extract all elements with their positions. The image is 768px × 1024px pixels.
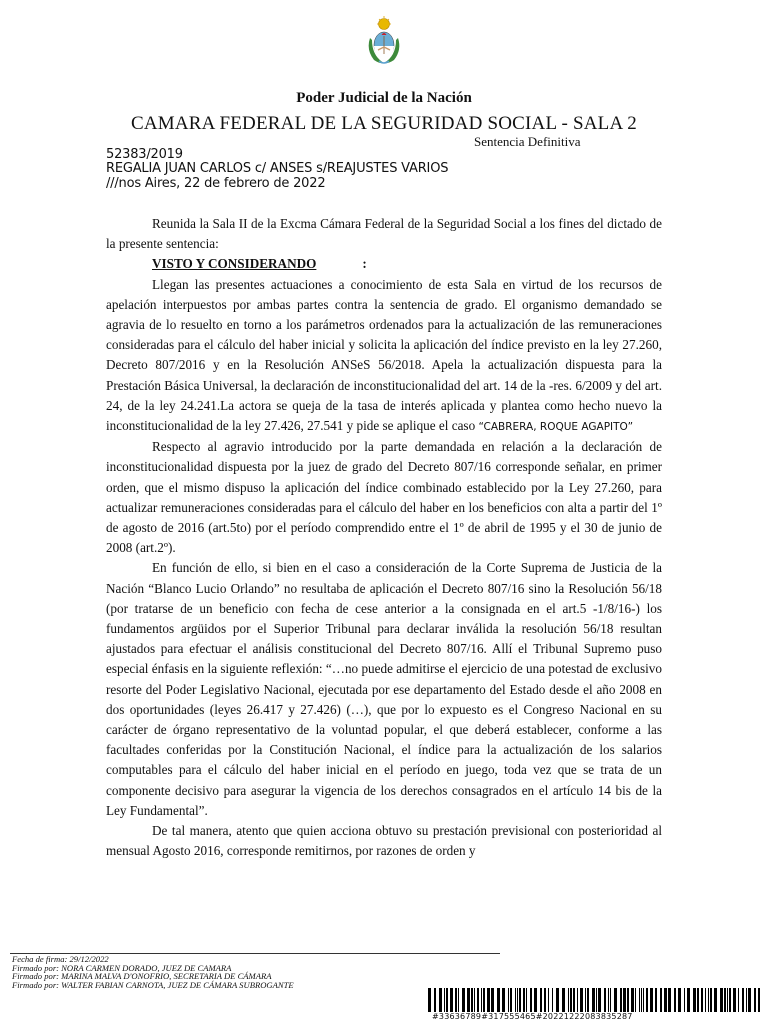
barcode-bar [664,988,667,1012]
barcode-bar [577,988,578,1012]
barcode-bar [481,988,482,1012]
heading-text: VISTO Y CONSIDERANDO [152,256,317,272]
barcode-bar [568,988,569,1012]
barcode-bar [620,988,622,1012]
heading-colon: : [362,256,367,272]
barcode-bar [650,988,653,1012]
barcode-bar [573,988,575,1012]
signature-block [12,955,294,989]
barcode-bar [604,988,606,1012]
barcode-bar [608,988,609,1012]
barcode-bar [727,988,728,1012]
barcode-bar [523,988,525,1012]
barcode-bar [641,988,642,1012]
barcode-bar [477,988,479,1012]
barcode-bar [592,988,595,1012]
barcode-bar [552,988,553,1012]
barcode-bar [596,988,597,1012]
barcode-number: #33636789#317555465#20221222083835287 [432,1012,633,1021]
barcode-bar [610,988,611,1012]
barcode-bar [758,988,760,1012]
case-parties: REGALIA JUAN CARLOS c/ ANSES s/REAJUSTES VARIOS [106,161,449,176]
barcode-bar [439,988,442,1012]
barcode-bar [684,988,685,1012]
barcode-bar [444,988,445,1012]
document-body [106,214,662,862]
barcode-bar [631,988,634,1012]
barcode-bar [502,988,505,1012]
barcode-bar [548,988,549,1012]
barcode-bar [570,988,572,1012]
barcode-bar [729,988,731,1012]
barcode-bar [428,988,431,1012]
barcode-bar [458,988,459,1012]
barcode-bar [639,988,640,1012]
paragraph-1 [106,275,662,438]
barcode-bar [510,988,512,1012]
barcode-bar [467,988,470,1012]
barcode-bar [748,988,751,1012]
barcode-bar [720,988,723,1012]
barcode-bar [708,988,709,1012]
barcode-bar [742,988,744,1012]
paragraph-3: En función de ello, si bien en el caso a consideración de la Corte Suprema de Justicia de la Nación “Blanco Lucio Orlando” no resultaba de aplicación el Decreto 807/16 sino la Resolución 56/18 (por tratarse de un beneficio con fecha de cese anterior a la consignada en el art.5 -1/8/16-) los fundamentos argüidos por el Superior Tribunal para declarar inválida la resolución 56/18 resultan ajustados para efectuar el análisis constitucional del Decreto 807/16. Allí el Tribunal Supremo puso especial énfasis en la siguiente reflexión: “…no puede admitirse el ejercicio de una potestad de exclusivo resorte del Poder Legislativo Nacional, ejecutada por ese departamento del Estado desde el año 2008 en dos oportunidades (leyes 26.417 y 27.426) (…), que por lo expuesto es el Congreso Nacional en su carácter de órgano representativo de la voluntad popular, el que deberá establecer, conforme a las facultades conferidas por la Constitución Nacional, el índice para la actualización de los salarios computables para el cálculo del haber inicial en el período en juego, toda vez que se trata de un componente decisivo para asegurar la vigencia de los derechos consagrados en el artículo 14 bis de la Ley Fundamental”. [106,560,662,818]
cited-case: “CABRERA, ROQUE AGAPITO” [478,421,634,434]
barcode-bar [635,988,636,1012]
paragraph-2: Respecto al agravio introducido por la parte demandada en relación a la declaración de inconstitucionalidad dispuesta por la juez de grado del Decreto 807/16 corresponde señalar, en primer orden, que el mismo dispuso la aplicación del índice combinado establecido por la Ley 27.260, para actualizar remuneraciones consideradas para el cálculo del haber en los beneficios con alta a partir del 1º de agosto de 2016 (art.5to) por el período comprendido entre el 1º de abril de 1995 y el 30 de junio de 2008 (art.2º). [106,439,662,556]
signer-2: Firmado por: MARINA MALVA D'ONOFRIO, SECRETARIA DE CÁMARA [12,971,272,982]
barcode-bar [697,988,699,1012]
barcode-bar [587,988,589,1012]
barcode-bar [693,988,696,1012]
barcode-bar [668,988,671,1012]
barcode-bar [455,988,457,1012]
barcode-bar [526,988,527,1012]
barcode-bar [519,988,521,1012]
barcode-bar [562,988,565,1012]
barcode-bar [585,988,586,1012]
signer-1: Firmado por: NORA CARMEN DORADO, JUEZ DE CAMARA [12,962,232,973]
barcode-bar [705,988,706,1012]
barcode-bar [544,988,546,1012]
barcode-bar [515,988,516,1012]
barcode-bar [534,988,537,1012]
barcode-bar [623,988,626,1012]
case-number: 52383/2019 [106,147,183,162]
barcode-bar [556,988,559,1012]
sentence-type: Sentencia Definitiva [474,134,581,149]
barcode-bar [471,988,473,1012]
barcode-bar [733,988,736,1012]
barcode-bar [508,988,509,1012]
barcode-bar [643,988,644,1012]
barcode-bar [724,988,726,1012]
barcode-bar [474,988,475,1012]
barcode-bar [434,988,436,1012]
intro-paragraph: Reunida la Sala II de la Excma Cámara Federal de la Seguridad Social a los fines del dictado de la presente sentencia: [106,216,662,252]
barcode-bar [491,988,494,1012]
signature-date: Fecha de firma: 29/12/2022 [12,954,109,964]
barcode-bar [746,988,747,1012]
barcode-bar [674,988,676,1012]
barcode-bar [517,988,518,1012]
barcode-bar [710,988,712,1012]
barcode-bar [530,988,532,1012]
chamber-title: CAMARA FEDERAL DE LA SEGURIDAD SOCIAL - SALA 2 [130,113,638,134]
paragraph-1-text: Llegan las presentes actuaciones a conocimiento de esta Sala en virtud de los recursos de apelación interpuestos por ambas partes contra la sentencia de grado. El organismo demandado se agravia de lo resuelto en torno a los parámetros ordenados para la actualización de las remuneraciones consideradas para el cálculo del haber inicial y solicita la aplicación del índice previsto en la ley 27.260, Decreto 807/2016 y en la Resolución ANSeS 56/2018. Apela la actualización dispuesta para la Prestación Básica Universal, la declaración de inconstitucionalidad del art. 14 de la -res. 6/2009 y del art. 24, de la ley 24.241.La actora se queja de la tasa de interés aplicada y plantea como hecho nuevo la inconstitucionalidad de la ley 27.426, 27.541 y pide se aplique el caso [106,276,662,434]
barcode-bar [754,988,756,1012]
place-date: ///nos Aires, 22 de febrero de 2022 [106,176,326,191]
barcode-bar [483,988,485,1012]
court-name: Poder Judicial de la Nación [296,90,472,106]
barcode-bar [738,988,739,1012]
barcode-bar [580,988,583,1012]
barcode-bar [450,988,453,1012]
signer-3: Firmado por: WALTER FABIAN CARNOTA, JUEZ DE CÁMARA SUBROGANTE [12,979,294,990]
barcode-bar [687,988,690,1012]
barcode-bar [701,988,703,1012]
barcode-bar [446,988,448,1012]
barcode-bar [678,988,681,1012]
barcode-bar [627,988,629,1012]
barcode-bar [655,988,657,1012]
barcode-bar [614,988,617,1012]
barcode-bar [497,988,500,1012]
barcode-bar [487,988,490,1012]
national-coat-of-arms-emblem [364,16,404,66]
barcode-bar [646,988,648,1012]
barcode-bar [540,988,542,1012]
document-barcode [428,988,762,1012]
barcode-bar [660,988,662,1012]
barcode-bar [462,988,465,1012]
barcode-bar [714,988,717,1012]
section-heading [106,254,662,274]
barcode-bar [598,988,601,1012]
paragraph-4: De tal manera, atento que quien acciona obtuvo su prestación previsional con posterioridad al mensual Agosto 2016, corresponde remitirnos, por razones de orden y [106,823,662,859]
